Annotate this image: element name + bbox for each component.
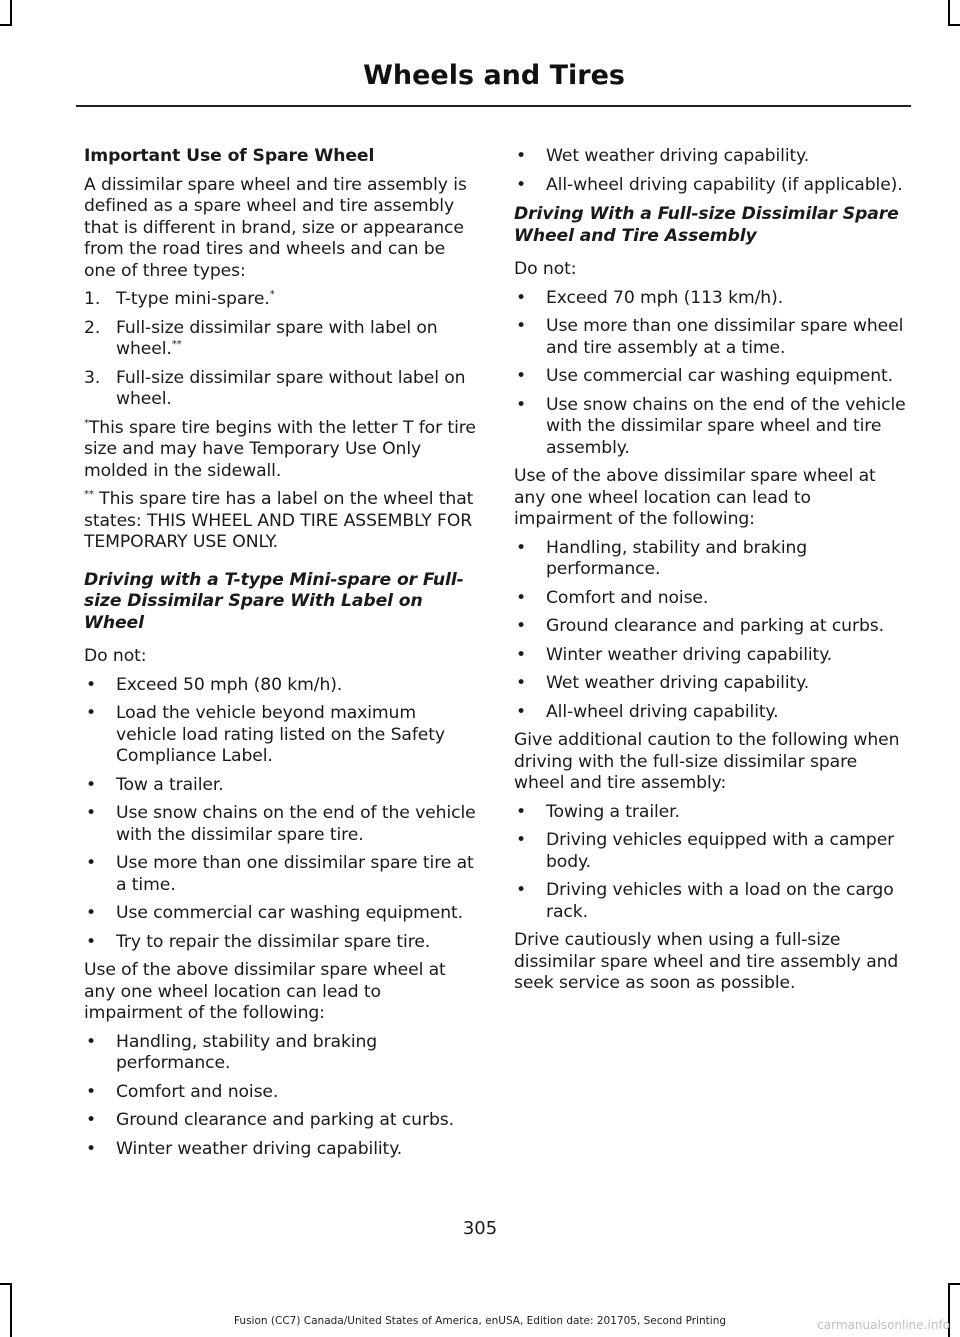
bullet-marker: • xyxy=(516,316,527,336)
list-item-text: All-wheel driving capability (if applicable). xyxy=(546,174,903,195)
crop-mark xyxy=(10,1283,12,1337)
list-item-text: Comfort and noise. xyxy=(116,1081,279,1102)
section-heading: Important Use of Spare Wheel xyxy=(84,146,375,166)
list-item-text: Try to repair the dissimilar spare tire. xyxy=(116,931,431,952)
list-item xyxy=(84,932,476,954)
list-item xyxy=(514,588,909,610)
spare-type-item xyxy=(84,289,476,311)
list-item-text: Use commercial car washing equipment. xyxy=(116,903,464,923)
page-number: 305 xyxy=(462,1218,498,1239)
list-item-text: Driving vehicles with a load on the cargo rack. xyxy=(546,880,894,922)
list-item xyxy=(84,1082,476,1104)
list-item xyxy=(514,366,909,388)
list-item xyxy=(84,775,476,797)
list-number: 2. xyxy=(84,317,101,338)
bullet-marker: • xyxy=(516,587,527,608)
footer-edition: Fusion (CC7) Canada/United States of America, enUSA, Edition date: 201705, Second Printing xyxy=(233,1315,727,1327)
right-column xyxy=(514,146,909,1002)
bullet-marker: • xyxy=(86,1031,97,1052)
crop-mark xyxy=(948,24,960,26)
spare-type-list xyxy=(84,289,476,411)
impair-intro: Use of the above dissimilar spare wheel at any one wheel location can lead to impairment of the following: xyxy=(514,466,876,529)
list-item xyxy=(514,802,909,824)
do-not-label: Do not: xyxy=(514,259,577,279)
list-item xyxy=(514,316,909,359)
footnote-marker: * xyxy=(269,289,275,300)
bullet-marker: • xyxy=(86,703,97,723)
list-item-text: Use more than one dissimilar spare tire at a time. xyxy=(116,853,474,895)
list-item xyxy=(514,673,909,695)
list-item xyxy=(84,1032,476,1075)
caution-list xyxy=(514,802,909,924)
bullet-marker: • xyxy=(516,146,527,166)
list-item-text: Use commercial car washing equipment. xyxy=(546,366,894,386)
footnote-single: *This spare tire begins with the letter T for tire size and may have Temporary Use Only molded in the sidewall. xyxy=(84,417,476,481)
bullet-marker: • xyxy=(516,394,527,415)
list-item xyxy=(514,175,909,197)
list-item-text: Use more than one dissimilar spare wheel and tire assembly at a time. xyxy=(546,316,904,358)
bullet-marker: • xyxy=(86,1138,97,1159)
list-item-text: Comfort and noise. xyxy=(546,587,709,608)
list-item xyxy=(84,803,476,846)
bullet-marker: • xyxy=(86,903,97,923)
bullet-marker: • xyxy=(516,673,527,693)
list-item-text: Exceed 70 mph (113 km/h). xyxy=(546,287,784,308)
left-column xyxy=(84,146,476,1167)
list-item-text: Driving vehicles equipped with a camper body. xyxy=(546,830,895,872)
bullet-marker: • xyxy=(516,880,527,900)
subheading-t-type: Driving with a T-type Mini-spare or Full-size Dissimilar Spare With Label on Wheel xyxy=(84,569,464,633)
bullet-marker: • xyxy=(516,644,527,665)
list-item-text: All-wheel driving capability. xyxy=(546,701,779,722)
bullet-marker: • xyxy=(516,366,527,386)
list-item-text: Wet weather driving capability. xyxy=(546,146,810,166)
crop-mark xyxy=(10,0,12,24)
watermark: carmanualsonline.info xyxy=(817,1318,950,1332)
bullet-marker: • xyxy=(516,616,527,636)
right-donts-list xyxy=(514,288,909,460)
list-item xyxy=(514,830,909,873)
left-impairs-list xyxy=(84,1032,476,1161)
list-item-text: Tow a trailer. xyxy=(116,774,224,795)
list-item-text: Load the vehicle beyond maximum vehicle load rating listed on the Safety Compliance Label. xyxy=(116,703,445,766)
crop-mark xyxy=(948,0,950,24)
spare-type-item xyxy=(84,318,476,361)
bullet-marker: • xyxy=(516,701,527,722)
list-item-text: Full-size dissimilar spare without label on wheel. xyxy=(116,367,466,409)
bullet-marker: • xyxy=(516,801,527,822)
bullet-marker: • xyxy=(86,1110,97,1130)
list-item xyxy=(84,853,476,896)
left-donts-list xyxy=(84,675,476,954)
list-item xyxy=(514,645,909,667)
bullet-marker: • xyxy=(86,803,97,823)
list-item xyxy=(84,1139,476,1161)
bullet-marker: • xyxy=(86,853,97,873)
page-header-title: Wheels and Tires xyxy=(363,60,625,91)
list-item-text: Winter weather driving capability. xyxy=(546,644,833,665)
list-item-text: Use snow chains on the end of the vehicle with the dissimilar spare wheel and tire assembly. xyxy=(546,394,906,458)
caution-intro: Give additional caution to the following when driving with the full-size dissimilar spare wheel and tire assembly: xyxy=(514,730,900,793)
list-item-text: Exceed 50 mph (80 km/h). xyxy=(116,674,343,695)
bullet-marker: • xyxy=(516,537,527,558)
impair-intro: Use of the above dissimilar spare wheel at any one wheel location can lead to impairment of the following: xyxy=(84,960,446,1023)
list-item xyxy=(514,702,909,724)
bullet-marker: • xyxy=(86,674,97,695)
bullet-marker: • xyxy=(86,774,97,795)
header-divider xyxy=(76,105,911,107)
list-item-text: Towing a trailer. xyxy=(546,801,680,822)
list-item-text: T-type mini-spare. xyxy=(116,289,270,309)
list-item-text: Wet weather driving capability. xyxy=(546,673,810,693)
list-number: 1. xyxy=(84,289,101,309)
list-number: 3. xyxy=(84,367,101,388)
list-item xyxy=(514,616,909,638)
right-impairs-cont-list xyxy=(514,146,909,196)
crop-mark xyxy=(0,24,12,26)
bullet-marker: • xyxy=(86,931,97,952)
list-item xyxy=(514,880,909,923)
bullet-marker: • xyxy=(516,287,527,308)
right-impairs-list xyxy=(514,538,909,724)
spare-type-item xyxy=(84,368,476,411)
footnote-marker: ** xyxy=(171,339,182,350)
list-item-text: Use snow chains on the end of the vehicle with the dissimilar spare tire. xyxy=(116,803,476,845)
do-not-label: Do not: xyxy=(84,646,147,666)
subheading-full-size: Driving With a Full-size Dissimilar Spare Wheel and Tire Assembly xyxy=(514,204,899,246)
list-item xyxy=(84,675,476,697)
list-item-text: Handling, stability and braking performance. xyxy=(116,1031,378,1073)
list-item-text: Full-size dissimilar spare with label on wheel. xyxy=(116,317,438,359)
bullet-marker: • xyxy=(516,174,527,195)
list-item xyxy=(84,903,476,925)
list-item xyxy=(514,288,909,310)
bullet-marker: • xyxy=(86,1081,97,1102)
list-item-text: Winter weather driving capability. xyxy=(116,1138,403,1159)
list-item-text: Ground clearance and parking at curbs. xyxy=(546,616,884,636)
bullet-marker: • xyxy=(516,830,527,850)
list-item xyxy=(514,146,909,168)
footnote-double: ** This spare tire has a label on the wheel that states: THIS WHEEL AND TIRE ASSEMBLY FOR TEMPORARY USE ONLY. xyxy=(84,489,474,552)
closing-paragraph: Drive cautiously when using a full-size dissimilar spare wheel and tire assembly and seek service as soon as possible. xyxy=(514,930,899,993)
crop-mark xyxy=(0,1283,12,1285)
list-item xyxy=(514,395,909,460)
list-item-text: Handling, stability and braking performance. xyxy=(546,537,808,579)
list-item-text: Ground clearance and parking at curbs. xyxy=(116,1110,454,1130)
list-item xyxy=(514,538,909,581)
list-item xyxy=(84,1110,476,1132)
list-item xyxy=(84,703,476,768)
crop-mark xyxy=(948,1283,960,1285)
intro-paragraph: A dissimilar spare wheel and tire assembly is defined as a spare wheel and tire assembly that is different in brand, size or appearance from the road tires and wheels and can be one of three types: xyxy=(84,174,467,281)
